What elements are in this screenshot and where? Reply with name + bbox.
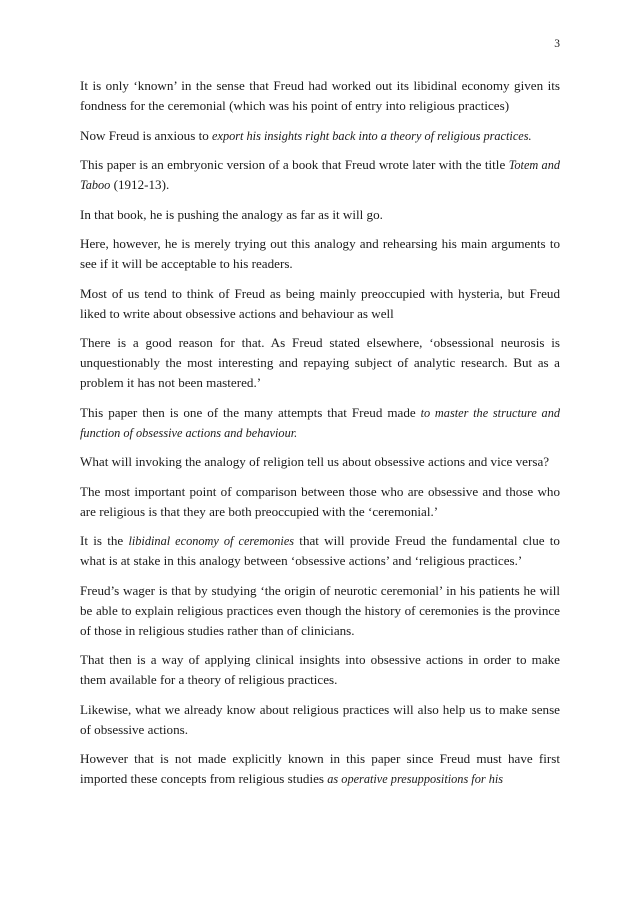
text-run: that will provide Freud the fundamental clue to what is at stake in this analogy between ‘obsessive actions’ and ‘religious practices.’ <box>80 533 560 568</box>
paragraph <box>80 531 560 571</box>
text-run: This paper is an embryonic version of a book that Freud wrote later with the title <box>80 157 509 172</box>
text-run: Most of us tend to think of Freud as being mainly preoccupied with hysteria, but Freud liked to write about obsessive actions and behaviour as well <box>80 285 560 321</box>
paragraph <box>80 205 560 225</box>
italic-text: libidinal economy of ceremonies <box>128 534 295 548</box>
italic-text: export his insights right back into a theory of religious practices. <box>212 128 532 143</box>
paragraph <box>80 581 560 641</box>
text-run: Here, however, he is merely trying out this analogy and rehearsing his main arguments to see if it will be acceptable to his readers. <box>80 236 560 271</box>
text-run: Freud’s wager is that by studying ‘the origin of neurotic ceremonial’ in his patients he will be able to explain religious practices even though the history of ceremonies is the province of those in religious studies rather than of clinicians. <box>80 582 560 638</box>
page-number: 3 <box>554 38 560 50</box>
paragraph <box>80 234 560 274</box>
paragraph <box>80 333 560 393</box>
text-run: It is only ‘known’ in the sense that Freud had worked out its libidinal economy given its fondness for the ceremonial (which was his point of entry into religious practices) <box>80 78 560 113</box>
text-run: That then is a way of applying clinical insights into obsessive actions in order to make them available for a theory of religious practices. <box>80 652 560 687</box>
italic-text: Totem and Taboo <box>80 158 560 192</box>
italic-text: to master the structure and function of obsessive actions and behaviour. <box>80 405 561 440</box>
paragraph <box>80 284 560 324</box>
paragraph <box>80 452 560 472</box>
paragraph <box>80 403 560 443</box>
paragraph <box>80 155 560 195</box>
paragraph <box>80 76 560 116</box>
italic-text: as operative presuppositions for his <box>327 772 504 786</box>
text-run: The most important point of comparison between those who are obsessive and those who are religious is that they are both preoccupied with the ‘ceremonial.’ <box>80 483 560 519</box>
text-run: Likewise, what we already know about religious practices will also help us to make sense of obsessive actions. <box>80 701 560 737</box>
paragraph <box>80 126 560 146</box>
text-run: What will invoking the analogy of religion tell us about obsessive actions and vice versa? <box>80 454 550 469</box>
text-run: Now Freud is anxious to <box>80 127 213 143</box>
paragraph <box>80 700 560 740</box>
paragraph <box>80 749 560 789</box>
text-run: It is the <box>80 533 129 548</box>
text-run: This paper then is one of the many attempts that Freud made <box>80 404 421 420</box>
text-run: In that book, he is pushing the analogy as far as it will go. <box>80 206 383 222</box>
paragraph <box>80 650 560 690</box>
paragraph <box>80 482 560 522</box>
document-body <box>80 76 560 799</box>
text-run: However that is not made explicitly known in this paper since Freud must have first imported these concepts from religious studies <box>80 751 560 786</box>
text-run: There is a good reason for that. As Freud stated elsewhere, ‘obsessional neurosis is unquestionably the most interesting and repaying subject of analytic research. But as a problem it has not been mastered.’ <box>80 335 560 390</box>
text-run: (1912-13). <box>110 177 170 192</box>
